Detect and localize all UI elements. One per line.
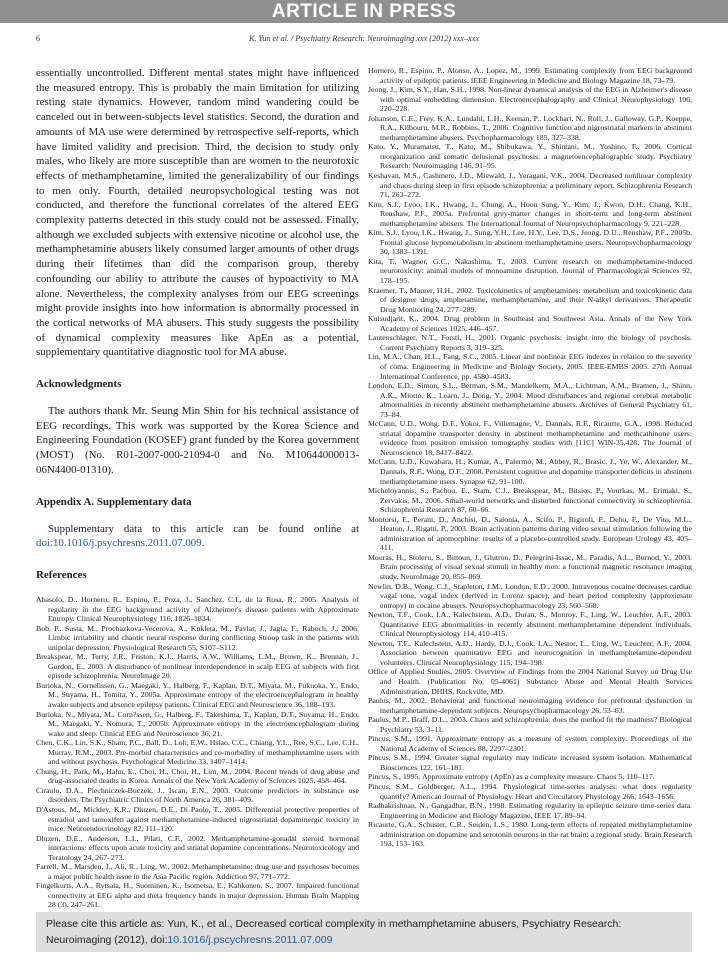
reference-item: Mouras, H., Stoleru, S., Bittoun, J., Glutron, D., Pelegrini-Issac, M., Paradis, A.L., Burnod, Y., 2003. Brain processing of visual sexual stimuli in healthy men: a functional magnetic resonance imaging study. NeuroImage 20, 855–869. (368, 552, 692, 581)
reference-item: Lin, M.A., Chan, H.L., Fang, S.C., 2005. Linear and nonlinear EEG indexes in relation to the severity of coma. Engineering in Medicine and Biology Society, 2005. IEEE-EMBS 2005. 27th Annual International Conference, pp. 4580–4583. (368, 352, 692, 381)
reference-item: Chung, H., Park, M., Hahn, E., Choi, H., Choi, H., Lim, M., 2004. Recent trends of drug abuse and drug-associated deaths in Korea. Annals of the New York Academy of Sciences 1025, 458–464. (36, 766, 359, 786)
reference-item: Newton, T.F., Kalechstein, A.D., Hardy, D.J., Cook, I.A., Nestor, L., Ling, W., Leuchter, A.F., 2004. Association between quantitative EEG and neurocognition in methamphetamine-dependent volunteers. Clinical Neurophysiology 115, 194–198. (368, 638, 692, 667)
reference-item: Keshavan, M.S., Cashmere, J.D., Miewald, J., Yeragani, V.K., 2004. Decreased nonlinear complexity and chaos during sleep in first episode schizophrenia: a preliminary report. Schizophrenia Research 71, 263–272. (368, 171, 692, 200)
reference-item: Kulsudjarit, K., 2004. Drug problem in Southeast and Southwest Asia. Annals of the New York Academy of Sciences 1025, 446–457. (368, 314, 692, 333)
right-column (368, 66, 692, 849)
reference-item: Newlin, D.B., Wong, C.J., Stapleton, J.M., London, E.D., 2000. Intravenous cocaine decreases cardiac vagal tone, vagal index (derived in Lorenz space), and heart period complexity (approximate entropy) in cocaine abusers. Neuropsychopharmacology 23, 560–568. (368, 581, 692, 610)
reference-item: Office of Applied Studies, 2005. Overview of Findings from the 2004 National Survey on Drug Use and Health. (Publication No. 05-4061) Substance Abuse and Mental Health Services Administration, DHHS, Rockville, MD. (368, 667, 692, 696)
reference-item: Lautenschlager, N.T., Forstl, H., 2001. Organic psychosis: insight into the biology of psychosis. Current Psychiatry Reports 3, 319–325. (368, 333, 692, 352)
supplementary-doi-link[interactable]: doi:10.1016/j.psychresns.2011.07.009 (36, 537, 202, 550)
reference-item: Kraemer, T., Maurer, H.H., 2002. Toxicokinetics of amphetamines: metabolism and toxicokinetic data of designer drugs, amphetamine, methamphetamine, and their N-alkyl derivatives. Therapeutic Drug Monitoring 24, 277–289. (368, 285, 692, 314)
reference-item: Kita, T., Wagner, G.C., Nakashima, T., 2003. Current research on methamphetamine-induced neurotoxicity: animal models of monoamine disruption. Journal of Pharmacological Sciences 92, 178–195. (368, 256, 692, 286)
reference-item: McCann, U.D., Kuwabara, H., Kumar, A., Palermo, M., Abbey, R., Brasic, J., Ye, W., Alexander, M., Dannals, R.F., Wong, D.F., 2008. Persistent cognitive and dopamine transporter deficits in abstinent methamphetamine users. Synapse 62, 91–100. (368, 457, 692, 486)
reference-item: Hornero, R., Espino, P., Alonso, A., Lopez, M., 1999. Estimating complexity from EEG background activity of epileptic patients. IEEE Engineering in Medicine and Biology Magazine 18, 73–79. (368, 66, 692, 85)
page-number: 6 (36, 34, 41, 43)
reference-item: Farrell, M., Marsden, J., Ali, R., Ling, W., 2002. Methamphetamine: drug use and psychoses becomes a major public health issue in the Asia Pacific region. Addiction 97, 771–772. (36, 862, 359, 881)
citation-footer (36, 912, 692, 952)
reference-item: Chen, C.K., Lin, S.K., Sham, P.C., Ball, D., Loh, E.W., Hsiao, C.C., Chiang, Y.L., Ree, S.C., Lee, C.H., Murray, R.M., 2003. Pre-morbid characteristics and co-morbidity of methamphetamine users with and without psychosis. Psychological Medicine 33, 1407–1414. (36, 738, 359, 767)
reference-item: Burioka, N., Miyata, M., Corn?ssen, G., Halberg, F., Takeshima, T., Kaplan, D.T., Suyama, H., Endo, M., Maegaki, Y., Nomura, T., 2005b. Approximate entropy in the electroencephalogram during wake and sleep. Clinical EEG and Neuroscience 36, 21. (36, 709, 359, 738)
acknowledgments-heading: Acknowledgments (36, 378, 122, 391)
reference-item: Dluzen, D.E., Anderson, L.I., Pilati, C.F., 2002. Methamphetamine-gonadal steroid hormonal interactions: effects upon acute toxicity and striatal dopamine concentrations. Neurotoxicology and Teratology 24, 267–273. (36, 833, 359, 862)
article-in-press-banner: ARTICLE IN PRESS (0, 0, 728, 23)
reference-item: D'Astous, M., Mickley, K.R., Dluzen, D.E., Di Paolo, T., 2005. Differential protective properties of estradiol and tamoxifen against methamphetamine-induced nigrostriatal dopaminergic toxicity in mice. Neuroendocrinology 82, 111–120. (36, 805, 359, 834)
appendix-text (36, 522, 359, 551)
reference-item: Jeong, J., Kim, S.Y., Han, S.H., 1998. Non-linear dynamical analysis of the EEG in Alzheimer's disease with optimal embedding dimension. Electroencephalography and Clinical Neurophysiology 106, 220–228. (368, 85, 692, 114)
reference-item: Breakspear, M., Terry, J.R., Friston, K.J., Harris, A.W., Williams, L.M., Brown, K., Brennan, J., Gordon, E., 2003. A disturbance of nonlinear interdependence in scalp EEG of subjects with first episode schizophrenia. NeuroImage 20. (36, 652, 359, 681)
reference-item: Radhakrishnan, N., Gangadhar, B.N., 1998. Estimating regularity in epileptic seizure time-series data. Engineering in Medicine and Biology Magazine, IEEE 17, 89–94. (368, 801, 692, 820)
reference-item: Pincus, S.M., 1994. Greater signal regularity may indicate increased system isolation. Mathematical Biosciences 122, 161–181. (368, 753, 692, 772)
appendix-period: . (201, 537, 205, 550)
reference-item: Bob, P., Susta, M., Prochazkova-Vecerova, A., Kukleta, M., Pavlat, J., Jagla, F., Raboch, J., 2006. Limbic irritability and chaotic neural response during conflicting Stroop task in the patients with unipolar depression. Physiological Research 55, S107–S112. (36, 623, 359, 652)
citation-doi-link[interactable]: 10.1016/j.pscychresns.2011.07.009 (167, 934, 333, 946)
acknowledgments-text: The authors thank Mr. Seung Min Shin for his technical assistance of EEG recordings. This work was supported by the Korea Science and Engineering Foundation (KOSEF) grant funded by the Korea government (MOST) (No. R01-2007-000-21094-0 and No. M10644000013-06N4400-01310). (36, 405, 359, 476)
reference-item: Kato, Y., Muramatsu, T., Kato, M., Shibukawa, Y., Shintani, M., Yoshino, F., 2006. Cortical reorganization and somatic delusional psychosis: a magnetoencephalographic study. Psychiatry Research: Neuroimaging 146, 91–95. (368, 142, 692, 171)
references-heading: References (36, 568, 87, 581)
reference-item: Johanson, C.E., Frey, K.A., Lundahl, L.H., Keenan, P., Lockhart, N., Roll, J., Galloway, G.P., Koeppe, R.A., Kilbourn, M.R., Robbins, T., 2006. Cognitive function and nigrostriatal markers in abstinent methamphetamine abusers. Psychopharmacology 185, 327–338. (368, 113, 692, 142)
citation-text: Please cite this article as: Yun, K., et al., Decreased cortical complexity in methamphetamine abusers, Psychiatry Research: Neuroimaging (2012), doi: (46, 918, 622, 946)
reference-item: Paulus, M., 2002. Behavioral and functional neuroimaging evidence for prefrontal dysfunction in methamphetamine-dependent subjects. Neuropsychopharmacology 26, 53–63. (368, 696, 692, 715)
reference-item: Abasolo, D., Hornero, R., Espino, P., Poza, J., Sanchez, C.I., de la Rosa, R., 2005. Analysis of regularity in the EEG background activity of Alzheimer's disease patients with Approximate Entropy. Clinical Neurophysiology 116, 1826–1834. (36, 594, 359, 624)
reference-item: Pincus, S.M., Goldberger, A.L., 1994. Physiological time-series analysis: what does regularity quantify? American Journal of Physiology. Heart and Circulatory Physiology 266, 1643–1656. (368, 782, 692, 801)
reference-item: Kim, S.J., Lyoo, I.K., Hwang, J., Sung, Y.H., Lee, H.Y., Lee, D.S., Jeong, D.U., Renshaw, P.F., 2005b. Frontal glucose hypometabolism in abstinent methamphetamine users. Neuropsychopharmacology 30, 1383–1391. (368, 228, 692, 257)
reference-item: Kim, S.J., Lyoo, I.K., Hwang, J., Chung, A., Hoon Sung, Y., Kim, J., Kwon, D.H., Chang, K.H., Renshaw, P.F., 2005a. Prefrontal grey-matter changes in short-term and long-term abstinent methamphetamine abusers. The International Journal of Neuropsychopharmacology 9, 221–228. (368, 199, 692, 228)
appendix-heading: Appendix A. Supplementary data (36, 495, 192, 508)
reference-item: Micheloyannis, S., Pachou, E., Stam, C.J., Breakspear, M., Bitsios, P., Vourkas, M., Erimaki, S., Zervakis, M., 2006. Small-world networks and disturbed functional connectivity in schizophrenia. Schizophrenia Research 87, 60–66. (368, 486, 692, 515)
reference-item: London, E.D., Simon, S.L., Berman, S.M., Mandelkern, M.A., Lichtman, A.M., Bramen, J., Shinn, A.K., Miotto, K., Learn, J., Dong, Y., 2004. Mood disturbances and regional cerebral metabolic abnormalities in recently abstinent methamphetamine abusers. Archives of General Psychiatry 61, 73–84. (368, 381, 692, 419)
reference-item: Burioka, N., Cornelissen, G., Maegaki, Y., Halberg, F., Kaplan, D.T., Miyata, M., Fukuoka, Y., Endo, M., Suyama, H., Tomita, Y., 2005a. Approximate entropy of the electroencephalogram in healthy awake subjects and absence epilepsy patients. Clinical EEG and Neuroscience 36, 188–193. (36, 680, 359, 709)
reference-item: Montorsi, F., Perani, D., Anchisi, D., Salonia, A., Scifo, P., Rigiroli, P., Deho, F., De Vito, M.L., Heaton, J., Rigatti, P., 2003. Brain activation patterns during video sexual stimulation following the administration of apomorphine: results of a placebo-controlled study. European Urology 43, 405–411. (368, 514, 692, 553)
appendix-sentence: Supplementary data to this article can be found online at (48, 522, 359, 535)
reference-item: McCann, U.D., Wong, D.F., Yokoi, F., Villemagne, V., Dannals, R.F., Ricaurte, G.A., 1998. Reduced striatal dopamine transporter density in abstinent methamphetamine and methcathinone users: evidence from positron emission tomography studies with [11C] WIN-35,428. The Journal of Neuroscience 18, 8417–8422. (368, 419, 692, 457)
discussion-paragraph: essentially uncontrolled. Different mental states might have influenced the measured entropy. This is probably the main limitation for utilizing resting state dynamics. However, random mind wandering could be canceled out in between-subjects level statistics. Second, the duration and amounts of MA use were determined by retrospective self-reports, which have limited validity and precision. Third, the decision to study only males, who likely are more susceptible than are women to the neurotoxic effects of methamphetamine, limited the generalizability of our findings to men only. Fourth, detailed neuropsychological testing was not conducted, and therefore the functional correlates of the altered EEG complexity patterns detected in this study could not be assessed. Finally, although we excluded subjects with extensive nicotine or alcohol use, the methamphetamine abusers likely consumed larger amounts of other drugs during their lifetimes than did the comparison group, thereby confounding our ability to attribute the causes of hypoactivity to MA alone. Nevertheless, the complexity analyses from our EEG screenings might provide insights into how information is abnormally processed in the cortical networks of MA abusers. This study suggests the possibility of dynamical complexity measures like ApEn as a potential, supplementary quantitative diagnostic tool for MA abuse. (36, 67, 359, 359)
reference-item: Fingelkurts, A.A., Rytsala, H., Suominen, K., Isometsa, E., Kahkonen, S., 2007. Impaired functional connectivity at EEG alpha and theta frequency bands in major depression. Human Brain Mapping 28 (3), 247–261. (36, 881, 359, 910)
reference-list-left (36, 595, 359, 910)
left-column (36, 66, 359, 910)
reference-item: Paulus, M.P., Braff, D.L., 2003. Chaos and schizophrenia: does the method fit the madness? Biological Psychiatry 53, 3–11. (368, 715, 692, 734)
journal-citation: K. Yun et al. / Psychiatry Research: Neuroimaging xxx (2012) xxx–xxx (248, 34, 480, 43)
reference-item: Ricaurte, G.A., Schuster, C.R., Seiden, L.S., 1980. Long-term effects of repeated methylamphetamine administration on dopamine and serotonin neurons in the rat brain: a regional study. Brain Research 193, 153–163. (368, 820, 692, 849)
reference-list-right (368, 66, 692, 849)
reference-item: Pincus, S.M., 1991. Approximate entropy as a measure of system complexity. Proceedings of the National Academy of Sciences 88, 2297–2301. (368, 734, 692, 753)
reference-item: Newton, T.F., Cook, I.A., Kalechstein, A.D., Duran, S., Monroy, F., Ling, W., Leuchter, A.F., 2003. Quantitative EEG abnormalities in recently abstinent methamphetamine dependent individuals. Clinical Neurophysiology 114, 410–415. (368, 610, 692, 639)
reference-item: Ciraulo, D.A., Piechniczek-Buczek, J., Iscan, E.N., 2003. Outcome predictors in substance use disorders. The Psychiatric Clinics of North America 26, 381–409. (36, 785, 359, 805)
reference-item: Pincus, S., 1995. Approximate entropy (ApEn) as a complexity measure. Chaos 5, 110–117. (368, 772, 655, 782)
